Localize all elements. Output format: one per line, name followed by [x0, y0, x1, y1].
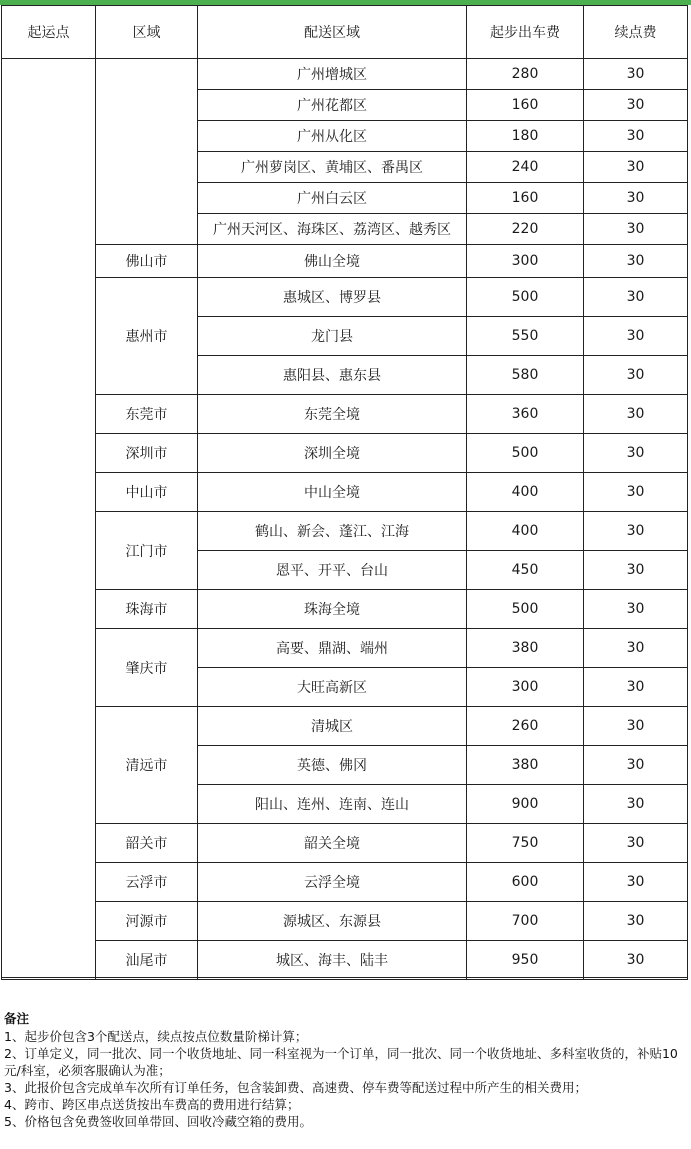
extra-fee-cell: 30 — [584, 183, 688, 214]
table-row — [2, 824, 688, 863]
zone-cell: 中山全境 — [198, 473, 467, 512]
extra-fee-cell: 30 — [584, 317, 688, 356]
zone-cell: 惠城区、博罗县 — [198, 278, 467, 317]
zone-cell: 广州增城区 — [198, 59, 467, 90]
extra-fee-cell: 30 — [584, 395, 688, 434]
origin-cell — [2, 59, 96, 980]
start-fee-cell: 950 — [467, 941, 584, 980]
start-fee-cell: 400 — [467, 512, 584, 551]
area-cell: 深圳市 — [96, 434, 198, 473]
start-fee-cell: 300 — [467, 245, 584, 278]
zone-cell: 佛山全境 — [198, 245, 467, 278]
zone-cell: 阳山、连州、连南、连山 — [198, 785, 467, 824]
table-row — [2, 434, 688, 473]
start-fee-cell: 500 — [467, 590, 584, 629]
start-fee-cell: 700 — [467, 902, 584, 941]
start-fee-cell: 580 — [467, 356, 584, 395]
remark-line: 2、订单定义，同一批次、同一个收货地址、同一科室视为一个订单，同一批次、同一个收货地址、多科室收货的，补贴10元/科室，必须客服确认为准； — [4, 1046, 678, 1078]
start-fee-cell: 500 — [467, 278, 584, 317]
zone-cell: 广州从化区 — [198, 121, 467, 152]
extra-fee-cell: 30 — [584, 863, 688, 902]
table-row — [2, 941, 688, 980]
zone-cell: 广州萝岗区、黄埔区、番禺区 — [198, 152, 467, 183]
table-row — [2, 590, 688, 629]
area-cell: 珠海市 — [96, 590, 198, 629]
extra-fee-cell: 30 — [584, 512, 688, 551]
start-fee-cell: 450 — [467, 551, 584, 590]
extra-fee-cell: 30 — [584, 590, 688, 629]
start-fee-cell: 300 — [467, 668, 584, 707]
area-cell: 东莞市 — [96, 395, 198, 434]
zone-cell: 云浮全境 — [198, 863, 467, 902]
start-fee-cell: 750 — [467, 824, 584, 863]
table-row — [2, 59, 688, 90]
area-cell: 清远市 — [96, 707, 198, 824]
table-bottom-border — [1, 977, 688, 978]
table-row — [2, 395, 688, 434]
start-fee-cell: 400 — [467, 473, 584, 512]
start-fee-cell: 380 — [467, 746, 584, 785]
remark-line: 4、跨市、跨区串点送货按出车费高的费用进行结算； — [4, 1097, 300, 1112]
area-cell: 汕尾市 — [96, 941, 198, 980]
header-extra-fee: 续点费 — [584, 6, 688, 59]
extra-fee-cell: 30 — [584, 902, 688, 941]
remarks-title: 备注 — [4, 1011, 30, 1026]
table-row — [2, 707, 688, 746]
extra-fee-cell: 30 — [584, 245, 688, 278]
area-cell: 韶关市 — [96, 824, 198, 863]
zone-cell: 英德、佛冈 — [198, 746, 467, 785]
remarks-section — [4, 1010, 688, 1130]
extra-fee-cell: 30 — [584, 214, 688, 245]
zone-cell: 龙门县 — [198, 317, 467, 356]
start-fee-cell: 500 — [467, 434, 584, 473]
price-table — [1, 5, 688, 980]
area-cell: 肇庆市 — [96, 629, 198, 707]
zone-cell: 源城区、东源县 — [198, 902, 467, 941]
table-row — [2, 245, 688, 278]
table-row — [2, 902, 688, 941]
start-fee-cell: 360 — [467, 395, 584, 434]
zone-cell: 惠阳县、惠东县 — [198, 356, 467, 395]
area-cell: 中山市 — [96, 473, 198, 512]
zone-cell: 广州天河区、海珠区、荔湾区、越秀区 — [198, 214, 467, 245]
zone-cell: 珠海全境 — [198, 590, 467, 629]
start-fee-cell: 280 — [467, 59, 584, 90]
zone-cell: 城区、海丰、陆丰 — [198, 941, 467, 980]
zone-cell: 东莞全境 — [198, 395, 467, 434]
zone-cell: 韶关全境 — [198, 824, 467, 863]
zone-cell: 恩平、开平、台山 — [198, 551, 467, 590]
area-cell: 河源市 — [96, 902, 198, 941]
area-cell: 江门市 — [96, 512, 198, 590]
zone-cell: 高要、鼎湖、端州 — [198, 629, 467, 668]
area-cell: 佛山市 — [96, 245, 198, 278]
extra-fee-cell: 30 — [584, 551, 688, 590]
header-area: 区域 — [96, 6, 198, 59]
table-row — [2, 473, 688, 512]
start-fee-cell: 260 — [467, 707, 584, 746]
extra-fee-cell: 30 — [584, 824, 688, 863]
extra-fee-cell: 30 — [584, 90, 688, 121]
header-zone: 配送区域 — [198, 6, 467, 59]
table-row — [2, 863, 688, 902]
extra-fee-cell: 30 — [584, 668, 688, 707]
zone-cell: 大旺高新区 — [198, 668, 467, 707]
start-fee-cell: 550 — [467, 317, 584, 356]
extra-fee-cell: 30 — [584, 121, 688, 152]
remark-line: 1、起步价包含3个配送点，续点按点位数量阶梯计算； — [4, 1029, 308, 1044]
extra-fee-cell: 30 — [584, 356, 688, 395]
extra-fee-cell: 30 — [584, 278, 688, 317]
extra-fee-cell: 30 — [584, 746, 688, 785]
start-fee-cell: 240 — [467, 152, 584, 183]
zone-cell: 广州白云区 — [198, 183, 467, 214]
table-header-row — [2, 6, 688, 59]
table-body — [2, 59, 688, 980]
zone-cell: 广州花都区 — [198, 90, 467, 121]
table-row — [2, 512, 688, 551]
start-fee-cell: 160 — [467, 183, 584, 214]
extra-fee-cell: 30 — [584, 434, 688, 473]
extra-fee-cell: 30 — [584, 629, 688, 668]
area-cell: 云浮市 — [96, 863, 198, 902]
start-fee-cell: 900 — [467, 785, 584, 824]
start-fee-cell: 180 — [467, 121, 584, 152]
extra-fee-cell: 30 — [584, 152, 688, 183]
zone-cell: 清城区 — [198, 707, 467, 746]
extra-fee-cell: 30 — [584, 941, 688, 980]
remark-line: 5、价格包含免费签收回单带回、回收冷藏空箱的费用。 — [4, 1114, 312, 1129]
extra-fee-cell: 30 — [584, 473, 688, 512]
header-origin: 起运点 — [2, 6, 96, 59]
area-cell: 惠州市 — [96, 278, 198, 395]
start-fee-cell: 160 — [467, 90, 584, 121]
start-fee-cell: 220 — [467, 214, 584, 245]
extra-fee-cell: 30 — [584, 785, 688, 824]
table-row — [2, 629, 688, 668]
zone-cell: 鹤山、新会、蓬江、江海 — [198, 512, 467, 551]
table-row — [2, 278, 688, 317]
start-fee-cell: 380 — [467, 629, 584, 668]
start-fee-cell: 600 — [467, 863, 584, 902]
extra-fee-cell: 30 — [584, 707, 688, 746]
area-cell — [96, 59, 198, 245]
remark-line: 3、此报价包含完成单车次所有订单任务，包含装卸费、高速费、停车费等配送过程中所产生的相关费用； — [4, 1080, 587, 1095]
header-start-fee: 起步出车费 — [467, 6, 584, 59]
zone-cell: 深圳全境 — [198, 434, 467, 473]
extra-fee-cell: 30 — [584, 59, 688, 90]
